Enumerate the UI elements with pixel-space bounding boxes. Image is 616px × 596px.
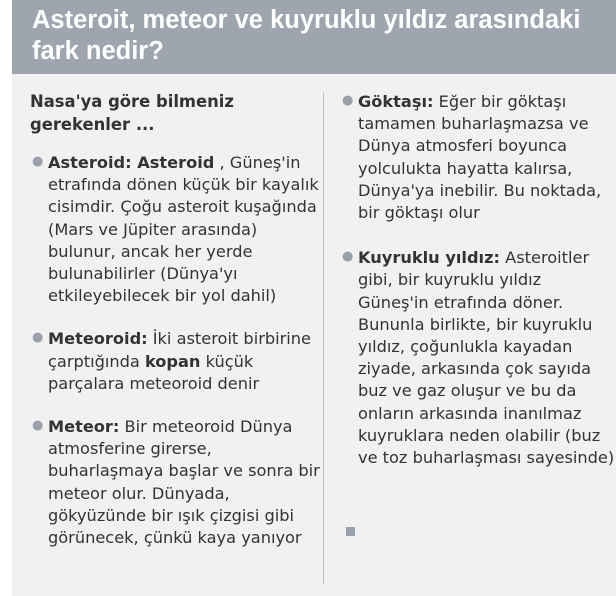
- list-item-meteoroid: [30, 328, 322, 395]
- definition-text: İki asteroit birbirine çarptığında: [48, 329, 312, 371]
- bullet-icon: ●: [342, 249, 354, 265]
- emphasis-text: kopan: [144, 351, 201, 371]
- bullet-icon: ●: [32, 330, 44, 346]
- list-item-meteor: [30, 416, 322, 549]
- list-item-comet: [338, 247, 616, 469]
- definition-text: , Güneş'in etrafında dönen küçük bir kayalık cisimdir. Çoğu asteroit kuşağında (Mars ve Jüpiter arasında) bulunur, ancak her yerde bulunabilirler (Dünya'yı etkileyebilecek bir yol dahil): [48, 153, 319, 306]
- bullet-icon: ●: [342, 93, 354, 108]
- term-label: Meteoroid:: [48, 329, 148, 349]
- page-title: Asteroit, meteor ve kuyruklu yıldız arasındaki fark nedir?: [32, 6, 581, 65]
- left-column: [30, 91, 322, 549]
- term-label: Göktaşı:: [358, 92, 434, 111]
- bullet-icon: ●: [32, 418, 44, 434]
- definition-text: Asteroitler gibi, bir kuyruklu yıldız Güneş'in etrafında döner. Bununla birlikte, bir kuyruklu yıldız, çoğunlukla kayadan ziyade, arkasında çok sayıda buz ve gaz oluşur ve bu da onların arkasında inanılmaz kuyruklara neden olabilir (buz ve toz buharlaşması sayesinde): [358, 248, 615, 468]
- list-item-goktasi: [338, 91, 616, 224]
- term-label: Kuyruklu yıldız:: [358, 248, 500, 268]
- term-label: Asteroid:: [48, 153, 132, 172]
- end-square-icon: [346, 527, 355, 536]
- list-item-asteroid: [30, 152, 322, 307]
- definition-text: Eğer bir göktaşı tamamen buharlaşmazsa ve Dünya atmosferi boyunca yolculukta hayatta kalırsa, Dünya'ya inebilir. Bu noktada, bir göktaşı olur: [358, 92, 602, 223]
- column-divider: [323, 92, 324, 584]
- bullet-icon: ●: [32, 154, 44, 169]
- intro-heading: Nasa'ya göre bilmeniz gerekenler ...: [30, 92, 234, 134]
- right-column: [338, 91, 616, 495]
- term-label: Meteor:: [48, 417, 120, 437]
- definition-text: Bir meteoroid Dünya atmosferine girerse, buharlaşmaya başlar ve sonra bir meteor olur. Dünyada, gökyüzünde bir ışık çizgisi gibi görünecek, çünkü kaya yanıyor: [48, 417, 320, 548]
- definition-text-end: küçük parçalara meteoroid denir: [48, 351, 260, 393]
- term-emphasis: Asteroid: [131, 153, 215, 172]
- title-banner: [12, 0, 616, 74]
